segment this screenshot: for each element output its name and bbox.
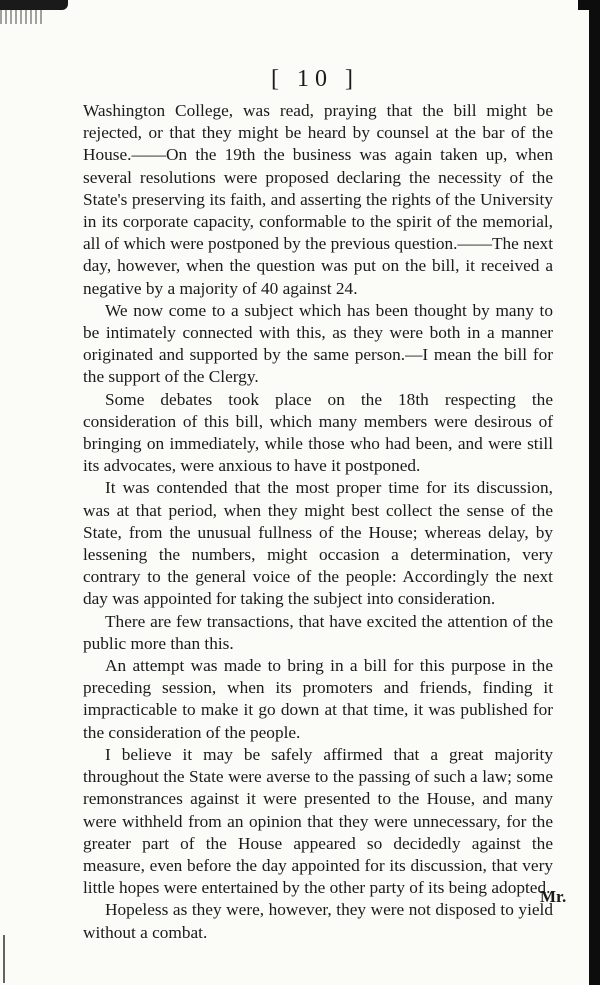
paragraph-2: We now come to a subject which has been thought by many to be intimately connected with this, as they were both in a manner originated and supported by the same person.—I mean the bill for the support of the Clergy. (83, 300, 553, 387)
scan-artifact-top-left (0, 0, 68, 10)
catchword: Mr. (540, 887, 567, 906)
paragraph-5: There are few transactions, that have excited the attention of the public more than this. (83, 611, 553, 653)
scan-artifact-right-edge (589, 0, 600, 985)
scan-artifact-smear (0, 10, 45, 24)
paragraph-7: I believe it may be safely affirmed that a great majority throughout the State were averse to the passing of such a law; some remonstrances against it were presented to the House, and many were withheld from an opinion that they were unnecessary, for the greater part of the House appeared so decidedly against the measure, even before the day appointed for its discussion, that very little hopes were entertained by the other party of its being adopted. (83, 744, 553, 898)
body-text (83, 100, 553, 944)
scan-artifact-right-mark (578, 0, 592, 10)
paragraph-6: An attempt was made to bring in a bill for this purpose in the preceding session, when its promoters and friends, finding it impracticable to make it go down at that time, it was published for the consideration of the people. (83, 656, 553, 742)
paragraph-1: Washington College, was read, praying that the bill might be rejected, or that they might be heard by counsel at the bar of the House.——On the 19th the business was again taken up, when several resolutions were proposed declaring the necessity of the State's preserving its faith, and asserting the rights of the University in its corporate capacity, conformable to the spirit of the memorial, all of which were postponed by the previous question.——The next day, however, when the question was put on the bill, it received a negative by a majority of 40 against 24. (83, 101, 553, 298)
page-number: [ 10 ] (271, 66, 359, 92)
paragraph-4: It was contended that the most proper time for its discussion, was at that period, when they might best collect the sense of the State, from the unusual fullness of the House; whereas delay, by lessening the numbers, might occasion a determination, very contrary to the general voice of the people: Accordingly the next day was appointed for taking the subject into consideration. (83, 478, 553, 609)
scan-artifact-left-tick (3, 935, 5, 983)
paragraph-3: Some debates took place on the 18th respecting the consideration of this bill, which many members were desirous of bringing on immediately, while those who had been, and were still its advocates, were anxious to have it postponed. (83, 389, 553, 476)
paragraph-8: Hopeless as they were, however, they were not disposed to yield without a combat. (83, 900, 553, 942)
